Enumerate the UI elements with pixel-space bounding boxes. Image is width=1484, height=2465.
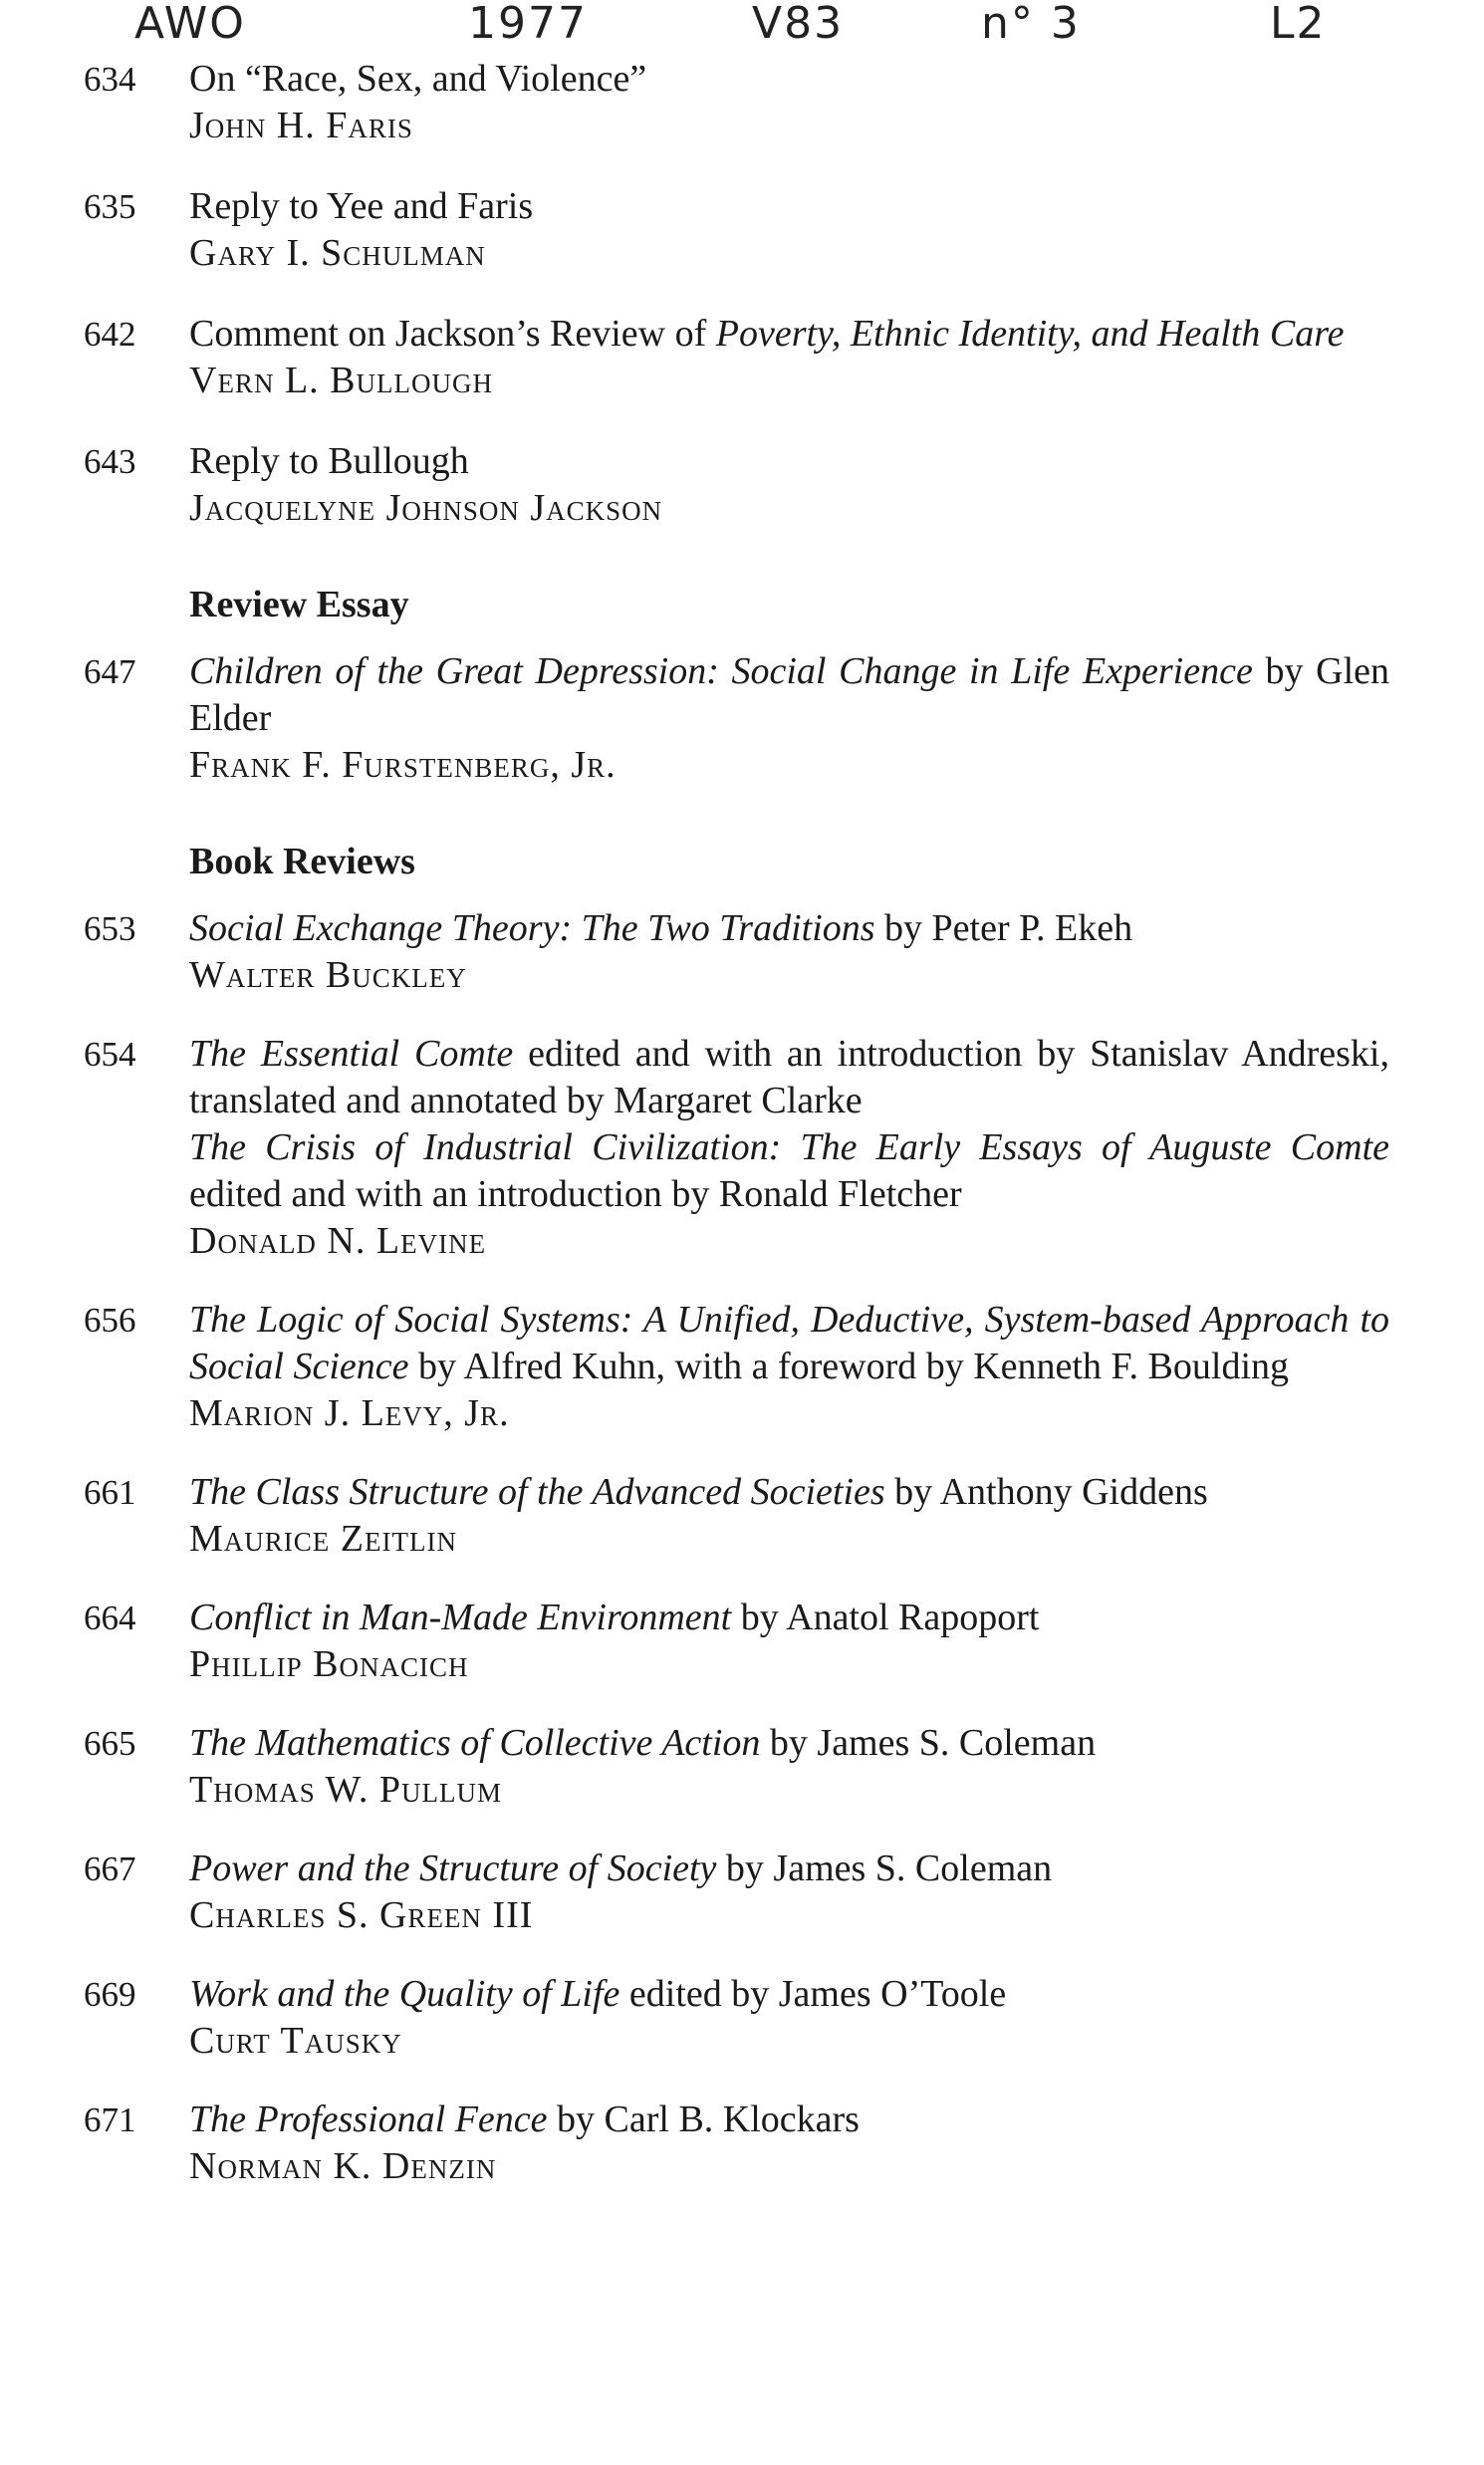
contents-entry	[84, 1846, 1389, 1939]
handwritten-annotation	[0, 0, 1484, 60]
page-number: 647	[84, 652, 136, 691]
entry-title-text: Comment on Jackson’s Review of	[189, 313, 716, 355]
entry-title-text: Reply to Bullough	[189, 440, 469, 482]
entry-title	[189, 1595, 1389, 1641]
entry-title-italic: Social Exchange Theory: The Two Traditions	[189, 907, 875, 949]
entry-author: Norman K. Denzin	[189, 2145, 497, 2187]
page-number: 665	[84, 1724, 136, 1763]
contents-entry	[84, 183, 1389, 277]
entry-title-italic: The Mathematics of Collective Action	[189, 1722, 761, 1764]
entry-author: Donald N. Levine	[189, 1220, 487, 1262]
contents-page	[0, 56, 1484, 2190]
entry-author: John H. Faris	[189, 105, 413, 146]
contents-entry	[84, 2096, 1389, 2190]
entry-author: Walter Buckley	[189, 954, 467, 996]
entry-title	[189, 905, 1389, 952]
contents-entry	[84, 648, 1389, 789]
page-number: 635	[84, 187, 136, 226]
entry-title	[189, 1031, 1389, 1218]
page-number: 634	[84, 60, 136, 99]
page-number: 653	[84, 909, 136, 948]
entry-author: Maurice Zeitlin	[189, 1518, 457, 1560]
handwritten-note-1: AWO	[134, 0, 246, 49]
entry-title	[189, 1720, 1389, 1767]
entry-author: Marion J. Levy, Jr.	[189, 1392, 510, 1434]
contents-entry	[84, 438, 1389, 532]
entry-title	[189, 438, 1389, 485]
section-heading-book-reviews: Book Reviews	[189, 841, 415, 882]
contents-entry	[84, 1297, 1389, 1437]
entry-title	[189, 311, 1389, 358]
page-number: 654	[84, 1035, 136, 1074]
contents-entry	[84, 311, 1389, 404]
handwritten-note-3: V83	[752, 0, 845, 49]
contents-entry	[84, 1720, 1389, 1814]
page-number: 671	[84, 2100, 136, 2139]
entry-title-italic: The Professional Fence	[189, 2098, 548, 2140]
contents-entry	[84, 1971, 1389, 2065]
entry-title-italic: Power and the Structure of Society	[189, 1848, 717, 1889]
entry-title-text: On “Race, Sex, and Violence”	[189, 58, 647, 100]
entry-title-text: edited and with an introduction by Stanislav Andreski, translated and annotated by Margaret Clarke	[189, 1033, 1389, 1121]
entry-author: Curt Tausky	[189, 2020, 402, 2062]
entry-title-italic: Children of the Great Depression: Social Change in Life Experience	[189, 650, 1253, 692]
entry-title-text: Reply to Yee and Faris	[189, 185, 534, 227]
entry-title	[189, 1297, 1389, 1390]
entry-title-text: by Anthony Giddens	[884, 1471, 1208, 1513]
contents-entry	[84, 56, 1389, 149]
page-number: 669	[84, 1975, 136, 2014]
entry-title-text: by Glen Elder	[189, 650, 1389, 739]
entry-author: Jacquelyne Johnson Jackson	[189, 487, 663, 529]
entry-author: Thomas W. Pullum	[189, 1769, 503, 1811]
entry-title-italic: The Logic of Social Systems: A Unified, Deductive, System-based Approach to Social Science	[189, 1299, 1389, 1387]
contents-entry	[84, 905, 1389, 999]
page-number: 643	[84, 442, 136, 481]
handwritten-note-2: 1977	[468, 0, 588, 49]
entry-title	[189, 1846, 1389, 1892]
entry-title-italic: The Crisis of Industrial Civilization: The Early Essays of Auguste Comte	[189, 1126, 1389, 1168]
entry-title	[189, 183, 1389, 230]
entry-title	[189, 2096, 1389, 2143]
page-number: 642	[84, 315, 136, 354]
entry-author: Vern L. Bullough	[189, 360, 493, 401]
entry-title-text: by Alfred Kuhn, with a foreword by Kenneth F. Boulding	[408, 1346, 1290, 1387]
entry-title-text: by Peter P. Ekeh	[874, 907, 1133, 949]
contents-entry	[84, 1469, 1389, 1563]
contents-entry	[84, 1595, 1389, 1688]
entry-title-text: by Carl B. Klockars	[547, 2098, 860, 2140]
contents-entry	[84, 1031, 1389, 1265]
entry-title	[189, 56, 1389, 103]
entry-author: Gary I. Schulman	[189, 232, 486, 274]
entry-title-text: by James S. Coleman	[760, 1722, 1097, 1764]
entry-title-text: edited and with an introduction by Ronald Fletcher	[189, 1173, 962, 1215]
entry-title	[189, 648, 1389, 742]
entry-title-italic: The Class Structure of the Advanced Societies	[189, 1471, 885, 1513]
entry-title-italic: Work and the Quality of Life	[189, 1973, 620, 2015]
handwritten-note-4: n° 3	[981, 0, 1081, 49]
handwritten-note-5: L2	[1270, 0, 1327, 49]
comments-list	[0, 56, 1484, 532]
review-essay-list	[0, 648, 1484, 789]
entry-title-text: edited by James O’Toole	[619, 1973, 1007, 2015]
entry-author: Frank F. Furstenberg, Jr.	[189, 744, 617, 786]
entry-author: Phillip Bonacich	[189, 1643, 469, 1685]
entry-title	[189, 1469, 1389, 1516]
entry-title-text: by James S. Coleman	[716, 1848, 1053, 1889]
entry-title-italic: Poverty, Ethnic Identity, and Health Care	[715, 313, 1345, 355]
entry-author: Charles S. Green III	[189, 1894, 534, 1936]
page-number: 667	[84, 1849, 136, 1888]
entry-title-italic: The Essential Comte	[189, 1033, 514, 1075]
section-heading-review-essay: Review Essay	[189, 584, 409, 625]
page-number: 661	[84, 1473, 136, 1512]
entry-title-italic: Conflict in Man-Made Environment	[189, 1597, 732, 1638]
entry-title-text: by Anatol Rapoport	[731, 1597, 1040, 1638]
page-number: 664	[84, 1599, 136, 1637]
entry-title	[189, 1971, 1389, 2018]
page-number: 656	[84, 1301, 136, 1340]
book-reviews-list	[0, 905, 1484, 2190]
